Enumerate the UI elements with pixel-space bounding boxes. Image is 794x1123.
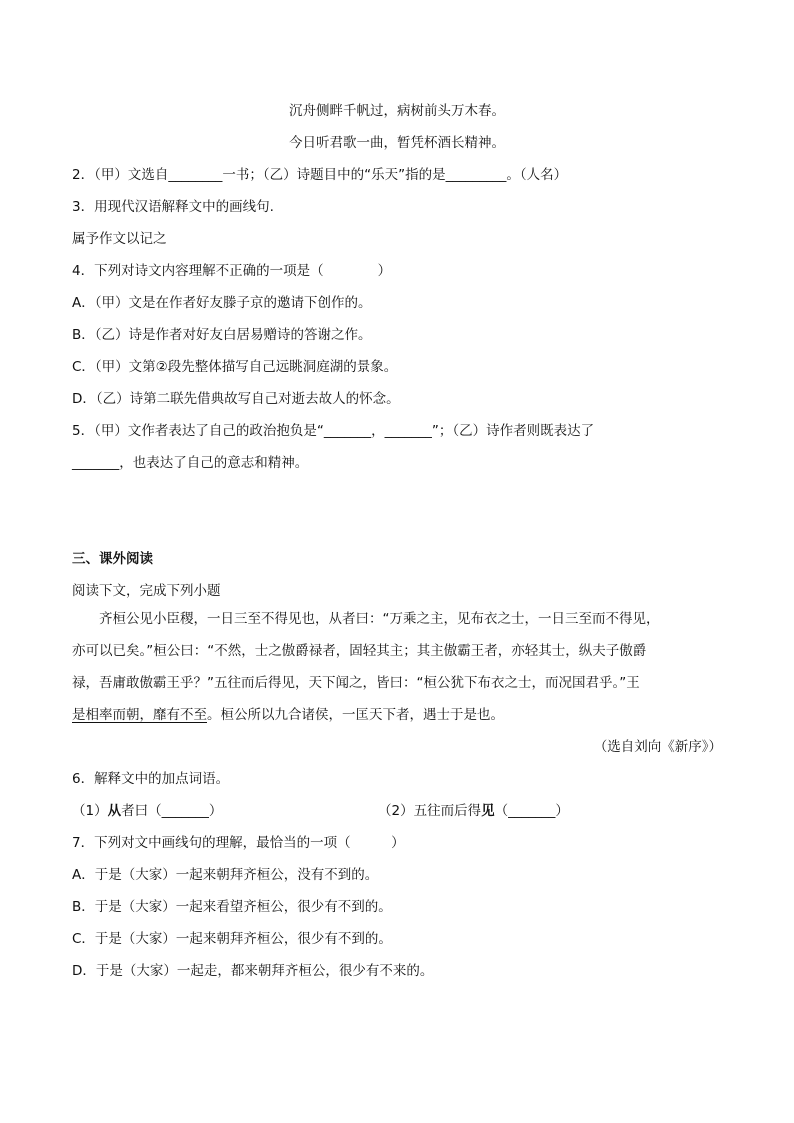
question-6-stem: 6．解释文中的加点词语。 <box>72 771 230 787</box>
question-7-option-a: A．于是（大家）一起来朝拜齐桓公，没有不到的。 <box>72 867 379 883</box>
part-text: （_______） <box>494 803 569 819</box>
part-text: 者曰（_______） <box>121 803 223 819</box>
question-3-sentence: 属予作文以记之 <box>72 231 167 247</box>
passage-line: 亦可以已矣。”桓公曰：“不然，士之傲爵禄者，固轻其主；其主傲霸王者，亦轻其士，纵夫子傲爵 <box>72 643 647 659</box>
passage-text: 。桓公所以九合诸侯，一匡天下者，遇士于是也。 <box>207 707 504 723</box>
poem-line-2: 今日听君歌一曲，暂凭杯酒长精神。 <box>289 135 505 151</box>
reading-passage <box>72 603 724 731</box>
question-6-part-1 <box>72 801 222 821</box>
question-4-option-d: D．（乙）诗第二联先借典故写自己对逝去故人的怀念。 <box>72 391 400 407</box>
question-4-option-a: A．（甲）文是在作者好友滕子京的邀请下创作的。 <box>72 295 372 311</box>
passage-line: 齐桓公见小臣稷，一日三至不得见也，从者曰：“万乘之主，见布衣之士，一日三至而不得见， <box>99 611 660 627</box>
question-5-line-2: _______，也表达了自己的意志和精神。 <box>72 455 309 471</box>
passage-line <box>72 699 724 731</box>
question-6-part-2 <box>378 801 569 821</box>
passage-line: 禄，吾庸敢傲霸王乎？”五往而后得见，天下闻之，皆曰：“桓公犹下布衣之士，而况国君乎。”王 <box>72 675 640 691</box>
question-7-stem: 7．下列对文中画线句的理解，最恰当的一项（ ） <box>72 835 405 851</box>
question-3: 3．用现代汉语解释文中的画线句. <box>72 199 274 215</box>
dotted-word: 从 <box>107 803 122 819</box>
question-7-option-b: B．于是（大家）一起来看望齐桓公，很少有不到的。 <box>72 899 392 915</box>
question-7-option-c: C．于是（大家）一起来朝拜齐桓公，很少有不到的。 <box>72 931 392 947</box>
question-7-option-d: D．于是（大家）一起走，都来朝拜齐桓公，很少有不来的。 <box>72 963 434 979</box>
poem-line-1: 沉舟侧畔千帆过，病树前头万木春。 <box>289 103 505 119</box>
question-4-option-b: B．（乙）诗是作者对好友白居易赠诗的答谢之作。 <box>72 327 372 343</box>
question-4-stem: 4．下列对诗文内容理解不正确的一项是（ ） <box>72 263 392 279</box>
question-5-line-1: 5．（甲）文作者表达了自己的政治抱负是“_______，_______”；（乙）诗作者则既表达了 <box>72 423 595 439</box>
part-number: （1） <box>72 803 108 819</box>
section-heading: 三、课外阅读 <box>72 551 153 567</box>
reading-instruction: 阅读下文，完成下列小题 <box>72 583 221 599</box>
part-text: （2）五往而后得 <box>378 803 482 819</box>
source-citation: （选自刘向《新序》） <box>593 739 722 755</box>
dotted-word: 见 <box>481 803 495 819</box>
question-4-option-c: C．（甲）文第②段先整体描写自己远眺洞庭湖的景象。 <box>72 359 398 375</box>
underlined-sentence: 是相率而朝，靡有不至 <box>72 707 207 723</box>
question-2: 2．（甲）文选自________一书；（乙）诗题目中的“乐天”指的是_________。（人名） <box>72 167 568 183</box>
